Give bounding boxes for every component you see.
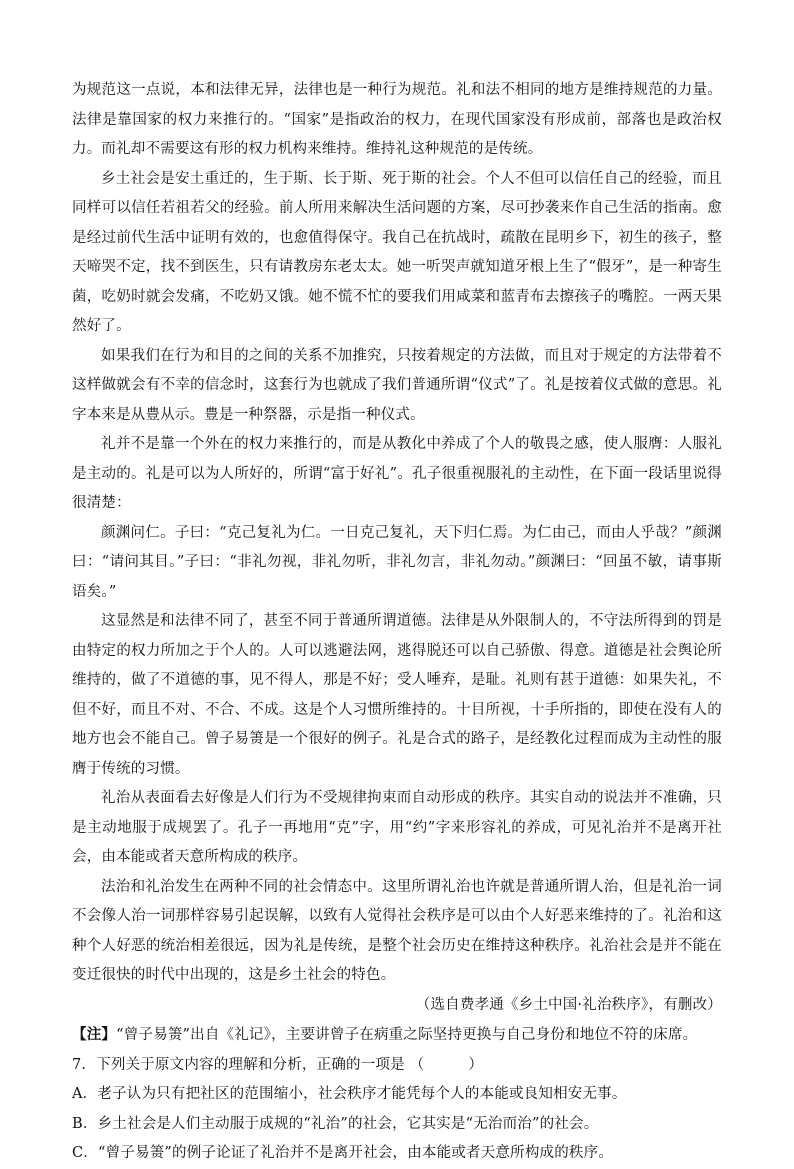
paragraph: 乡土社会是安土重迁的，生于斯、长于斯、死于斯的社会。个人不但可以信任自己的经验，而且同样可以信任若祖若父的经验。前人所用来解决生活问题的方案，尽可抄袭来作自己生活的指南。愈是经过前代生活中证明有效的，也愈值得保守。我自己在抗战时，疏散在昆明乡下，初生的孩子，整天啼哭不定，找不到医生，只有请教房东老太太。她一听哭声就知道牙根上生了“假牙”，是一种寄生菌，吃奶时就会发痛，不吃奶又饿。她不慌不忙的要我们用咸菜和蓝青布去擦孩子的嘴腔。一两天果然好了。 bbox=[72, 170, 722, 334]
paragraph: 这显然是和法律不同了，甚至不同于普通所谓道德。法律是从外限制人的，不守法所得到的罚是由特定的权力所加之于个人的。人可以逃避法网，逃得脱还可以自己骄傲、得意。道德是社会舆论所维持的，做了不道德的事，见不得人，那是不好；受人唾弃，是耻。礼则有甚于道德：如果失礼，不但不好，而且不对、不合、不成。这是个人习惯所维持的。十目所视，十手所指的，即使在没有人的地方也会不能自己。曾子易箦是一个很好的例子。礼是合式的路子，是经教化过程而成为主动性的服膺于传统的习惯。 bbox=[72, 613, 722, 777]
document-page bbox=[72, 76, 722, 1169]
option-a: A．老子认为只有把社区的范围缩小，社会秩序才能凭每个人的本能或良知相安无事。 bbox=[72, 1086, 627, 1102]
option-c: C．“曾子易箦”的例子论证了礼治并不是离开社会，由本能或者天意所构成的秩序。 bbox=[72, 1145, 614, 1161]
quotation-paragraph: 颜渊问仁。子曰：“克己复礼为仁。一日克己复礼，天下归仁焉。为仁由己，而由人乎哉？”颜渊曰：“请问其目。”子曰：“非礼勿视，非礼勿听，非礼勿言，非礼勿动。”颜渊曰：“回虽不敏，请事斯语矣。” bbox=[72, 524, 722, 600]
footnote bbox=[72, 1020, 722, 1051]
paragraph: 法治和礼治发生在两种不同的社会情态中。这里所谓礼治也许就是普通所谓人治，但是礼治一词不会像人治一词那样容易引起误解，以致有人觉得社会秩序是可以由个人好恶来维持的了。礼治和这种个人好恶的统治相差很远，因为礼是传统，是整个社会历史在维持这种秩序。礼治社会是并不能在变迁很快的时代中出现的，这是乡土社会的特色。 bbox=[72, 878, 722, 983]
paragraph: 如果我们在行为和目的之间的关系不加推究，只按着规定的方法做，而且对于规定的方法带着不这样做就会有不幸的信念时，这套行为也就成了我们普通所谓“仪式”了。礼是按着仪式做的意思。礼字本来是从豊从示。豊是一种祭器，示是指一种仪式。 bbox=[72, 347, 722, 423]
question-stem: 7．下列关于原文内容的理解和分析，正确的一项是 （ ） bbox=[72, 1056, 484, 1073]
paragraph: 礼并不是靠一个外在的权力来推行的，而是从教化中养成了个人的敬畏之感，使人服膺：人服礼是主动的。礼是可以为人所好的，所谓“富于好礼”。孔子很重视服礼的主动性，在下面一段话里说得很清楚： bbox=[72, 436, 722, 511]
paragraph: 礼治从表面看去好像是人们行为不受规律拘束而自动形成的秩序。其实自动的说法并不准确，只是主动地服于成规罢了。孔子一再地用“克”字，用“约”字来形容礼的养成，可见礼治并不是离开社会，由本能或者天意所构成的秩序。 bbox=[72, 790, 722, 865]
source-citation: （选自费孝通《乡土中国·礼治秩序》，有删改） bbox=[415, 996, 722, 1013]
paragraph: 为规范这一点说，本和法律无异，法律也是一种行为规范。礼和法不相同的地方是维持规范的力量。法律是靠国家的权力来推行的。“国家”是指政治的权力，在现代国家没有形成前，部落也是政治权力。而礼却不需要这有形的权力机构来维持。维持礼这种规范的是传统。 bbox=[72, 82, 722, 157]
option-b: B．乡土社会是人们主动服于成规的“礼治”的社会，它其实是“无治而治”的社会。 bbox=[72, 1115, 599, 1132]
footnote-mark: 【注】 bbox=[72, 1026, 117, 1043]
footnote-text: “曾子易箦”出自《礼记》，主要讲曾子在病重之际坚持更换与自己身份和地位不符的床席。 bbox=[116, 1027, 698, 1043]
